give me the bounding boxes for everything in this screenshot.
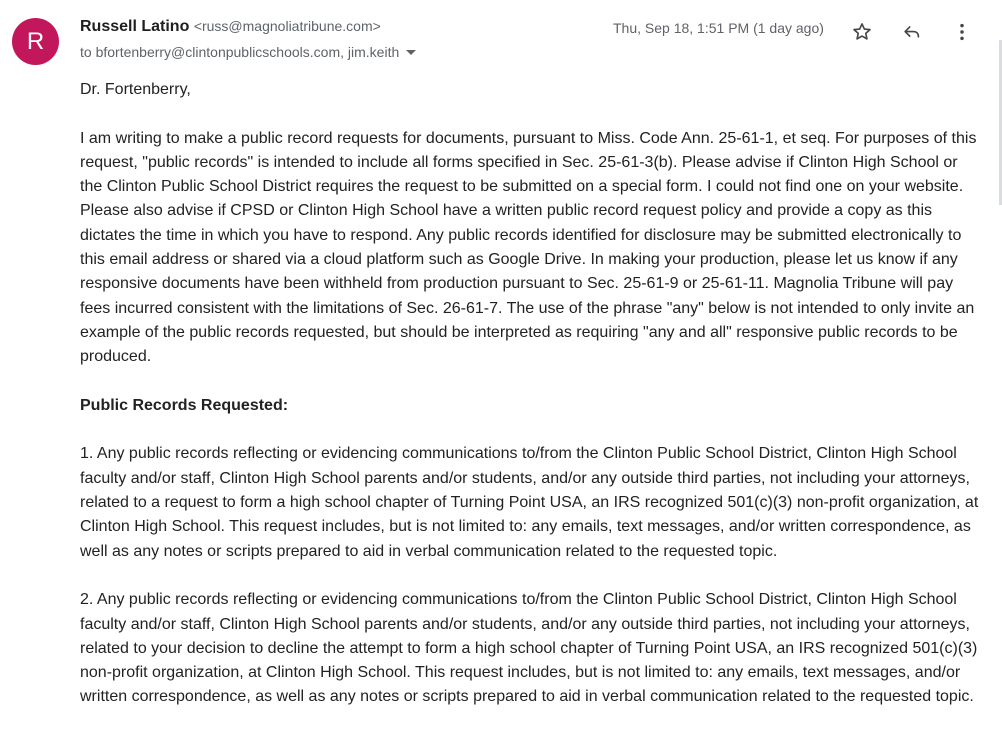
recipients: to bfortenberry@clintonpublicschools.com, jim.keith — [80, 44, 400, 60]
sender-email: <russ@magnoliatribune.com> — [193, 18, 381, 34]
recipients-line — [80, 44, 416, 60]
sender-line — [80, 18, 381, 36]
request-item-1: 1. Any public records reflecting or evidencing communications to/from the Clinton Public School District, Clinton High School faculty and/or staff, Clinton High School parents and/or students, and/or any outside third parties, not including your attorneys, related to a request to form a high school chapter of Turning Point USA, an IRS recognized 501(c)(3) non-profit organization, at Clinton High School. This request includes, but is not limited to: any emails, text messages, and/or written correspondence, as well as any notes or scripts prepared to aid in verbal communication related to the requested topic. — [80, 445, 979, 560]
message-header — [80, 16, 1002, 68]
message-body — [80, 78, 980, 734]
message-date: Thu, Sep 18, 1:51 PM (1 day ago) — [613, 20, 824, 36]
sender-name[interactable]: Russell Latino — [80, 18, 190, 35]
more-options-button[interactable] — [946, 16, 978, 48]
more-vert-icon — [951, 21, 973, 43]
avatar[interactable] — [12, 18, 59, 65]
request-item-2: 2. Any public records reflecting or evidencing communications to/from the Clinton Public School District, Clinton High School faculty and/or staff, Clinton High School parents and/or students, and/or any outside third parties, not including your attorneys, related to your decision to decline the attempt to form a high school chapter of Turning Point USA, an IRS recognized 501(c)(3) non-profit organization, at Clinton High School. This request includes, but is not limited to: any emails, text messages, and/or written correspondence, as well as any notes or scripts prepared to aid in verbal communication related to the requested topic. — [80, 591, 978, 706]
chevron-down-icon[interactable] — [406, 50, 416, 55]
greeting: Dr. Fortenberry, — [80, 81, 191, 98]
avatar-letter: R — [26, 28, 45, 55]
star-icon — [851, 21, 873, 43]
section-heading: Public Records Requested: — [80, 396, 289, 414]
star-button[interactable] — [846, 16, 878, 48]
reply-icon — [901, 21, 923, 43]
reply-button[interactable] — [896, 16, 928, 48]
intro-paragraph: I am writing to make a public record requests for documents, pursuant to Miss. Code Ann. 25-61-1, et seq. For purposes of this request, "public records" is intended to include all forms specified in Sec. 25-61-3(b). Please advise if Clinton High School or the Clinton Public School District requires the request to be submitted on a special form. I could not find one on your website. Please also advise if CPSD or Clinton High School have a written public record request policy and provide a copy as this dictates the time in which you have to respond. Any public records identified for disclosure may be submitted electronically to this email address or shared via a cloud platform such as Google Drive. In making your production, please let us know if any responsive documents have been withheld from production pursuant to Sec. 25-61-9 or 25-61-11. Magnolia Tribune will pay fees incurred consistent with the limitations of Sec. 26-61-7. The use of the phrase "any" below is not intended to only invite an example of the public records requested, but should be interpreted as requiring "any and all" responsive public records to be produced. — [80, 129, 977, 366]
